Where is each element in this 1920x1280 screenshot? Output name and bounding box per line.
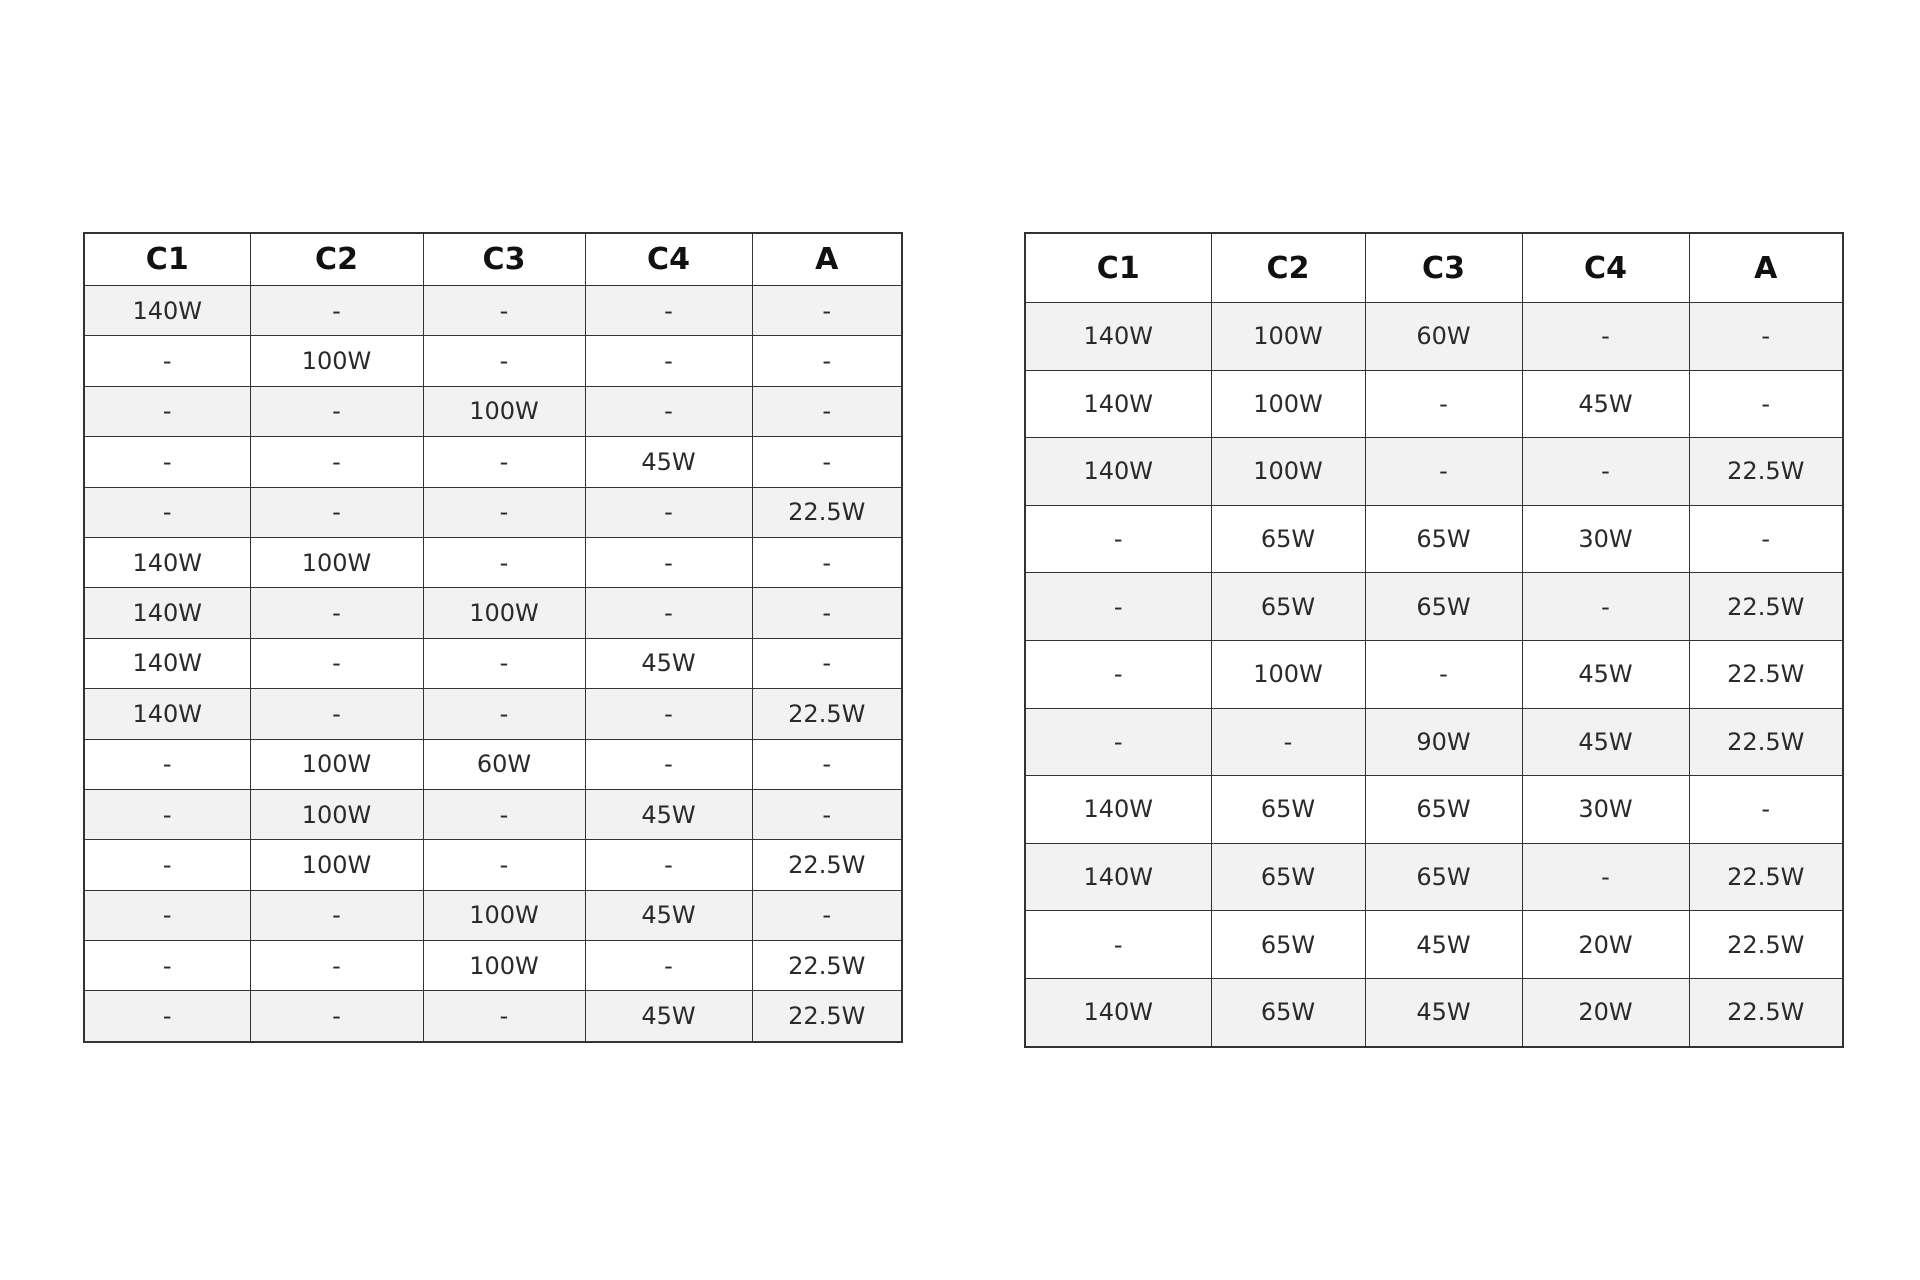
table-row: [84, 588, 902, 638]
table-cell: -: [84, 739, 250, 789]
table-cell: -: [1365, 438, 1522, 506]
table-cell: 140W: [84, 537, 250, 587]
table-row: [84, 336, 902, 386]
table-cell: 65W: [1211, 776, 1365, 844]
table-row: [84, 789, 902, 839]
table-cell: 45W: [1522, 370, 1689, 438]
table-cell: 22.5W: [752, 840, 902, 890]
table-cell: 140W: [1025, 438, 1211, 506]
column-header-c4: C4: [1522, 233, 1689, 303]
table-cell: 22.5W: [752, 689, 902, 739]
table-cell: -: [423, 537, 585, 587]
table-row: [84, 638, 902, 688]
table-cell: -: [250, 991, 423, 1042]
table-cell: -: [1689, 370, 1843, 438]
table-cell: -: [423, 991, 585, 1042]
table-cell: 140W: [1025, 303, 1211, 371]
table-cell: -: [585, 286, 752, 336]
table-cell: 100W: [1211, 303, 1365, 371]
table-cell: 100W: [250, 840, 423, 890]
table-cell: -: [423, 487, 585, 537]
table-cell: -: [423, 286, 585, 336]
column-header-a: A: [1689, 233, 1843, 303]
table-cell: 100W: [423, 588, 585, 638]
table-cell: 65W: [1211, 573, 1365, 641]
table-row: [84, 890, 902, 940]
table-cell: 22.5W: [1689, 911, 1843, 979]
table-cell: -: [1522, 303, 1689, 371]
table-cell: 22.5W: [752, 487, 902, 537]
table-row: [84, 437, 902, 487]
table-cell: -: [423, 840, 585, 890]
table-cell: -: [250, 588, 423, 638]
table-cell: -: [585, 487, 752, 537]
table-cell: 45W: [1365, 978, 1522, 1046]
table-row: [84, 941, 902, 991]
table-cell: -: [1025, 505, 1211, 573]
column-header-c4: C4: [585, 233, 752, 286]
table-cell: -: [423, 437, 585, 487]
table-cell: 20W: [1522, 911, 1689, 979]
table-cell: 100W: [1211, 438, 1365, 506]
table-cell: -: [1025, 640, 1211, 708]
table-cell: 100W: [1211, 370, 1365, 438]
table-cell: 45W: [585, 789, 752, 839]
table-row: [84, 487, 902, 537]
table-cell: -: [752, 286, 902, 336]
column-header-c1: C1: [1025, 233, 1211, 303]
table-cell: -: [1365, 370, 1522, 438]
table-cell: 60W: [1365, 303, 1522, 371]
table-cell: 30W: [1522, 776, 1689, 844]
table-cell: 45W: [585, 991, 752, 1042]
table-cell: -: [250, 437, 423, 487]
table-header: [84, 233, 902, 286]
table-cell: 65W: [1211, 978, 1365, 1046]
table-cell: -: [84, 336, 250, 386]
column-header-c1: C1: [84, 233, 250, 286]
table-row: [84, 689, 902, 739]
table-cell: 100W: [1211, 640, 1365, 708]
table-cell: 65W: [1365, 843, 1522, 911]
table-row: [1025, 843, 1843, 911]
table-cell: 65W: [1211, 505, 1365, 573]
table-cell: -: [423, 336, 585, 386]
table-cell: 22.5W: [1689, 640, 1843, 708]
table-row: [84, 991, 902, 1042]
table-cell: 65W: [1365, 505, 1522, 573]
table-cell: -: [752, 336, 902, 386]
table-cell: -: [84, 840, 250, 890]
column-header-c2: C2: [1211, 233, 1365, 303]
table-cell: -: [752, 890, 902, 940]
table-cell: -: [250, 286, 423, 336]
table-cell: 100W: [250, 789, 423, 839]
table-row: [1025, 370, 1843, 438]
table-cell: -: [84, 941, 250, 991]
table-cell: -: [752, 638, 902, 688]
table-cell: -: [1025, 573, 1211, 641]
table-cell: 100W: [423, 941, 585, 991]
table-cell: -: [423, 789, 585, 839]
table-cell: -: [84, 789, 250, 839]
table-cell: 140W: [84, 689, 250, 739]
table-cell: 60W: [423, 739, 585, 789]
column-header-c2: C2: [250, 233, 423, 286]
table-cell: 90W: [1365, 708, 1522, 776]
table-cell: 140W: [1025, 370, 1211, 438]
table-cell: -: [84, 991, 250, 1042]
table-cell: -: [585, 386, 752, 436]
table-cell: 22.5W: [752, 941, 902, 991]
table-cell: 22.5W: [1689, 843, 1843, 911]
table-cell: -: [250, 941, 423, 991]
table-cell: -: [752, 739, 902, 789]
table-cell: -: [250, 890, 423, 940]
table-cell: -: [1365, 640, 1522, 708]
column-header-c3: C3: [1365, 233, 1522, 303]
table-cell: 45W: [585, 437, 752, 487]
table-cell: 100W: [423, 890, 585, 940]
table-cell: 100W: [250, 537, 423, 587]
table-cell: 22.5W: [1689, 573, 1843, 641]
table-cell: 140W: [1025, 776, 1211, 844]
table-cell: 140W: [84, 638, 250, 688]
table-row: [84, 739, 902, 789]
table-cell: -: [1689, 505, 1843, 573]
table-cell: -: [752, 437, 902, 487]
table-cell: 45W: [585, 890, 752, 940]
table-cell: -: [585, 336, 752, 386]
table-cell: -: [585, 739, 752, 789]
table-cell: 22.5W: [1689, 978, 1843, 1046]
table-cell: -: [585, 941, 752, 991]
table-cell: 65W: [1211, 843, 1365, 911]
table-cell: -: [250, 487, 423, 537]
table-cell: -: [1689, 776, 1843, 844]
table-body: [1025, 303, 1843, 1047]
table-cell: -: [1522, 438, 1689, 506]
table-cell: -: [585, 537, 752, 587]
table-cell: 100W: [250, 739, 423, 789]
table-row: [84, 386, 902, 436]
table-cell: -: [1211, 708, 1365, 776]
table-cell: 30W: [1522, 505, 1689, 573]
table-row: [1025, 708, 1843, 776]
table-row: [1025, 573, 1843, 641]
table-cell: 65W: [1365, 573, 1522, 641]
table-cell: 45W: [1365, 911, 1522, 979]
table-row: [1025, 505, 1843, 573]
table-cell: 22.5W: [1689, 438, 1843, 506]
table-cell: -: [752, 588, 902, 638]
table-cell: -: [1522, 573, 1689, 641]
table-cell: -: [752, 537, 902, 587]
table-body: [84, 286, 902, 1042]
table-cell: 22.5W: [752, 991, 902, 1042]
table-cell: -: [423, 638, 585, 688]
table-cell: -: [585, 689, 752, 739]
multi-port-output-table: [1024, 232, 1844, 1048]
single-and-dual-port-output-table: [83, 232, 903, 1043]
table-cell: -: [84, 890, 250, 940]
table-cell: -: [1025, 708, 1211, 776]
table-cell: -: [1689, 303, 1843, 371]
table-row: [84, 537, 902, 587]
table-row: [1025, 911, 1843, 979]
table-cell: 65W: [1365, 776, 1522, 844]
header-row: [1025, 233, 1843, 303]
table-cell: -: [84, 487, 250, 537]
table-cell: -: [585, 588, 752, 638]
column-header-c3: C3: [423, 233, 585, 286]
table-cell: -: [250, 638, 423, 688]
table-row: [1025, 776, 1843, 844]
table-cell: 65W: [1211, 911, 1365, 979]
table-cell: 45W: [1522, 708, 1689, 776]
table-cell: 140W: [84, 286, 250, 336]
table-cell: 100W: [250, 336, 423, 386]
table-header: [1025, 233, 1843, 303]
table-cell: 140W: [84, 588, 250, 638]
table-cell: -: [1522, 843, 1689, 911]
table-cell: -: [752, 386, 902, 436]
table-cell: 45W: [585, 638, 752, 688]
header-row: [84, 233, 902, 286]
table-cell: 45W: [1522, 640, 1689, 708]
column-header-a: A: [752, 233, 902, 286]
table-cell: -: [423, 689, 585, 739]
table-cell: -: [752, 789, 902, 839]
table-cell: -: [84, 437, 250, 487]
table-row: [84, 840, 902, 890]
table-row: [1025, 438, 1843, 506]
table-row: [1025, 640, 1843, 708]
table-cell: -: [250, 689, 423, 739]
table-cell: 100W: [423, 386, 585, 436]
table-row: [1025, 303, 1843, 371]
table-cell: -: [84, 386, 250, 436]
table-row: [84, 286, 902, 336]
table-cell: -: [250, 386, 423, 436]
table-cell: -: [585, 840, 752, 890]
table-cell: 140W: [1025, 843, 1211, 911]
table-cell: 140W: [1025, 978, 1211, 1046]
table-cell: -: [1025, 911, 1211, 979]
table-cell: 22.5W: [1689, 708, 1843, 776]
table-cell: 20W: [1522, 978, 1689, 1046]
table-row: [1025, 978, 1843, 1046]
